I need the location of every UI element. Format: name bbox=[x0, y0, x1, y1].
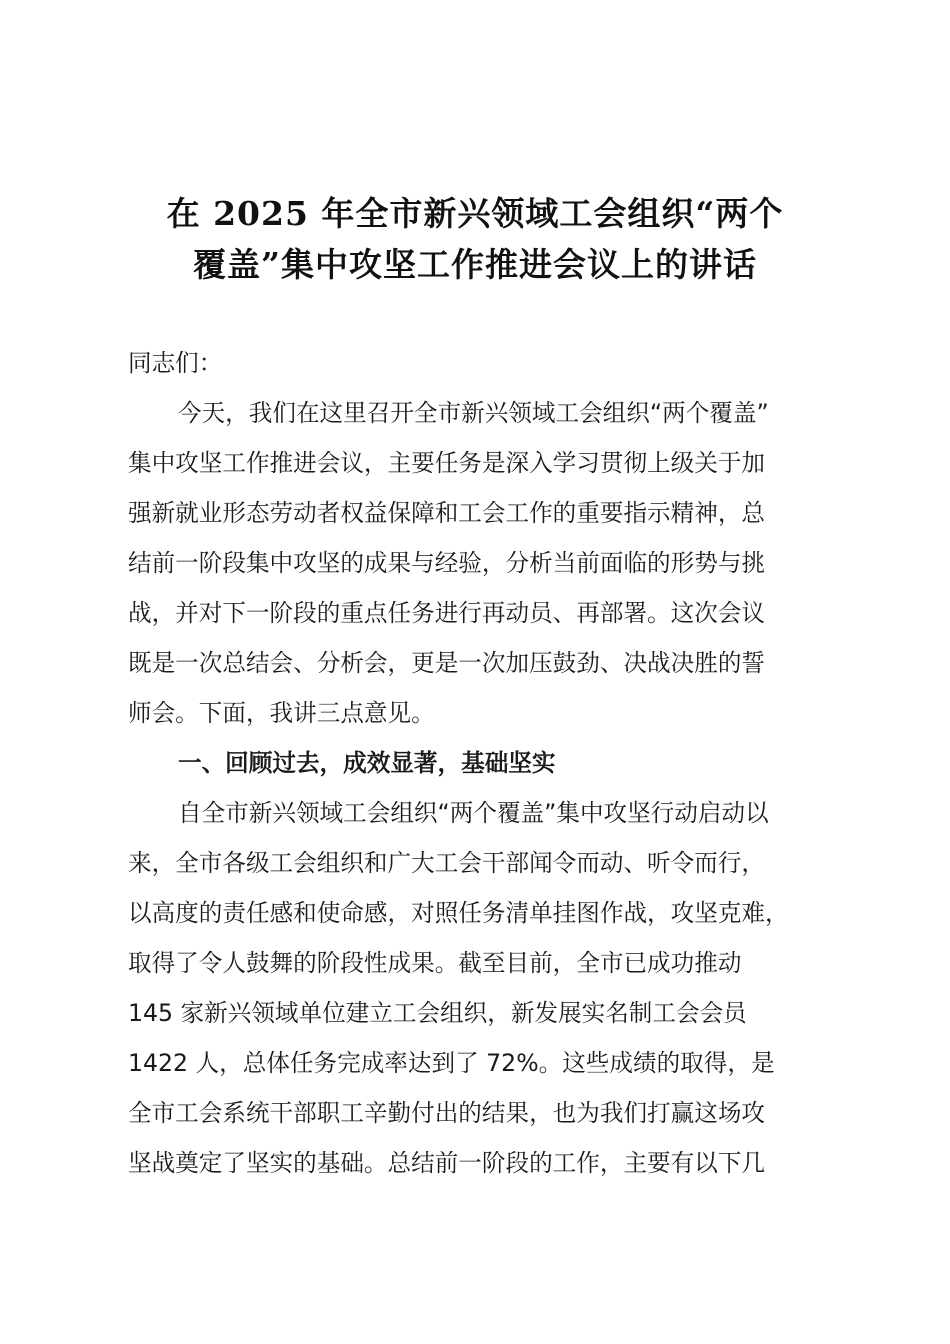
paragraph-line: 结前一阶段集中攻坚的成果与经验，分析当前面临的形势与挑 bbox=[128, 549, 766, 577]
title-line-1: 在 2025 年全市新兴领域工会组织“两个 bbox=[166, 194, 784, 233]
paragraph-line: 既是一次总结会、分析会，更是一次加压鼓劲、决战决胜的誓 bbox=[128, 649, 766, 677]
title-line-2: 覆盖”集中攻坚工作推进会议上的讲话 bbox=[193, 245, 757, 284]
paragraph-line: 坚战奠定了坚实的基础。总结前一阶段的工作，主要有以下几 bbox=[128, 1149, 766, 1177]
paragraph-line: 145 家新兴领域单位建立工会组织，新发展实名制工会会员 bbox=[128, 999, 747, 1027]
paragraph-line: 1422 人，总体任务完成率达到了 72%。这些成绩的取得，是 bbox=[128, 1049, 775, 1077]
section-heading-1: 一、回顾过去，成效显著，基础坚实 bbox=[178, 749, 556, 777]
paragraph-line: 取得了令人鼓舞的阶段性成果。截至目前，全市已成功推动 bbox=[128, 949, 742, 977]
paragraph-review bbox=[128, 788, 828, 1188]
paragraph-line: 以高度的责任感和使命感，对照任务清单挂图作战，攻坚克难， bbox=[128, 899, 789, 927]
salutation: 同志们： bbox=[128, 349, 223, 377]
paragraph-line: 集中攻坚工作推进会议，主要任务是深入学习贯彻上级关于加 bbox=[128, 449, 766, 477]
paragraph-line: 自全市新兴领域工会组织“两个覆盖”集中攻坚行动启动以 bbox=[178, 799, 769, 827]
paragraph-line: 战，并对下一阶段的重点任务进行再动员、再部署。这次会议 bbox=[128, 599, 766, 627]
paragraph-line: 师会。下面，我讲三点意见。 bbox=[128, 699, 435, 727]
paragraph-intro bbox=[128, 388, 828, 738]
document-body bbox=[128, 338, 828, 1188]
paragraph-line: 强新就业形态劳动者权益保障和工会工作的重要指示精神，总 bbox=[128, 499, 766, 527]
paragraph-line: 全市工会系统干部职工辛勤付出的结果，也为我们打赢这场攻 bbox=[128, 1099, 766, 1127]
paragraph-line: 来，全市各级工会组织和广大工会干部闻令而动、听令而行， bbox=[128, 849, 766, 877]
paragraph-line: 今天，我们在这里召开全市新兴领域工会组织“两个覆盖” bbox=[178, 399, 769, 427]
document-title bbox=[100, 188, 850, 290]
